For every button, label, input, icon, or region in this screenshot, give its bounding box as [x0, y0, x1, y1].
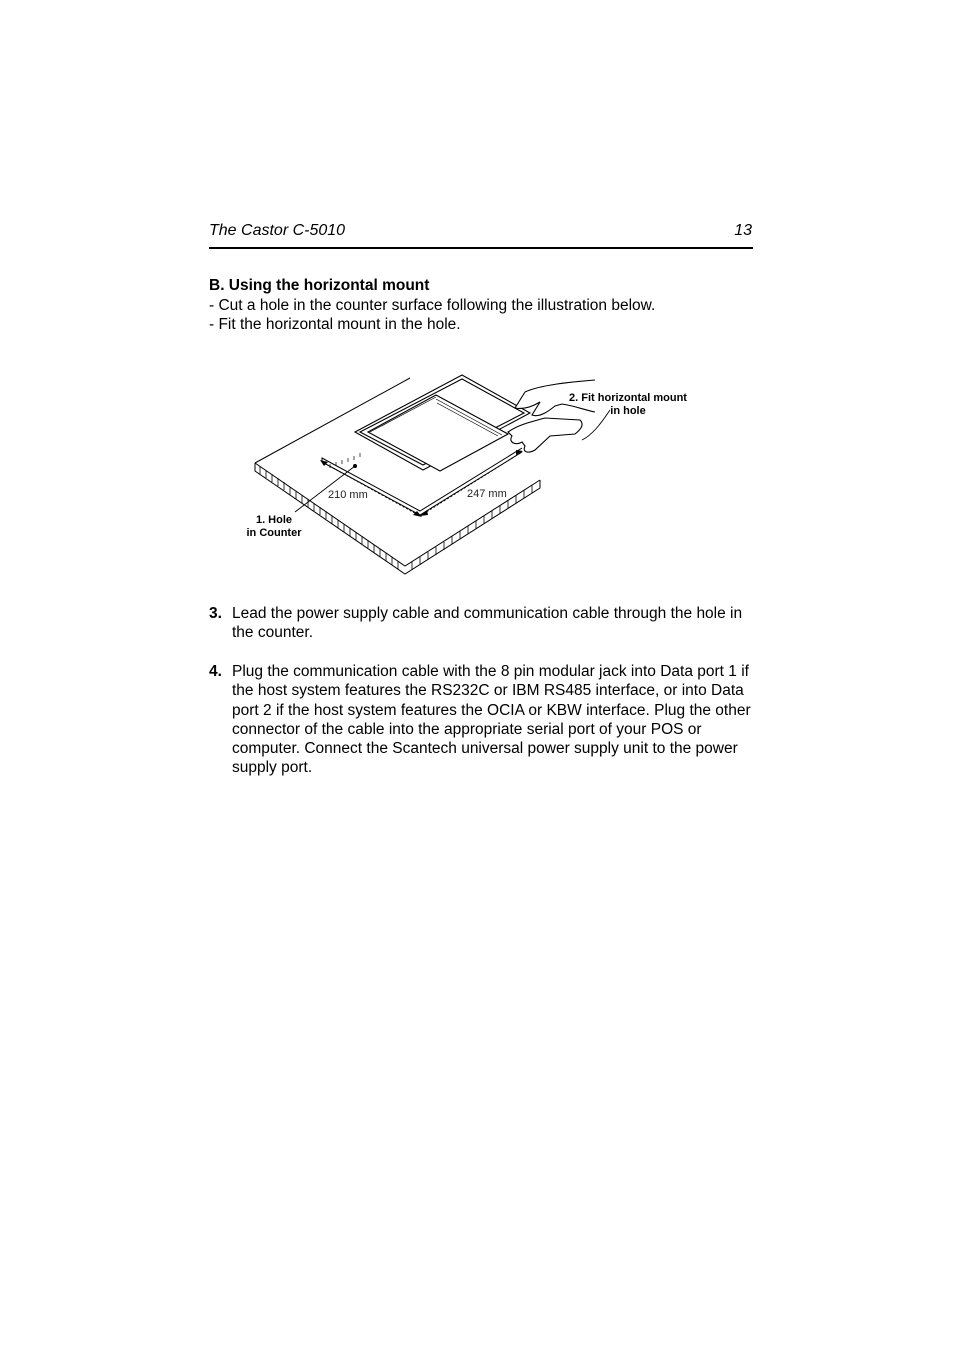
label-fit-mount — [563, 392, 693, 418]
mount-frame — [355, 375, 530, 471]
label-fit-mount-line1: 2. Fit horizontal mount — [569, 392, 687, 404]
step-number: 3. — [209, 605, 222, 622]
step-text: Plug the communication cable with the 8 pin modular jack into Data port 1 if the host system features the RS232C or IBM RS485 interface, or into Data port 2 if the host system features the OCIA or KBW interface. Plug the other connector of the cable into the appropriate serial port of your POS or computer. Connect the Scantech universal power supply unit to the power supply port. — [232, 663, 751, 777]
label-hole-line2: in Counter — [246, 527, 302, 539]
instruction-bullet-cut-hole: - Cut a hole in the counter surface following the illustration below. — [209, 297, 656, 314]
horizontal-mount-illustration — [240, 370, 710, 580]
dimension-label-length: 247 mm — [467, 488, 507, 500]
document-title: The Castor C-5010 — [209, 222, 346, 239]
step-number: 4. — [209, 663, 222, 680]
step-3 — [209, 604, 754, 643]
step-4 — [209, 662, 754, 778]
instruction-bullet-fit-mount: - Fit the horizontal mount in the hole. — [209, 316, 461, 333]
step-text: Lead the power supply cable and communication cable through the hole in the counter. — [232, 605, 743, 642]
label-fit-mount-line2: in hole — [610, 405, 646, 417]
label-hole-line1: 1. Hole — [255, 514, 293, 526]
label-hole-in-counter — [240, 514, 308, 540]
dimension-label-width: 210 mm — [328, 489, 368, 501]
page-number: 13 — [734, 222, 752, 239]
hole-pointer-dot — [353, 464, 357, 468]
section-heading: B. Using the horizontal mount — [209, 277, 430, 294]
page-header — [209, 221, 753, 249]
